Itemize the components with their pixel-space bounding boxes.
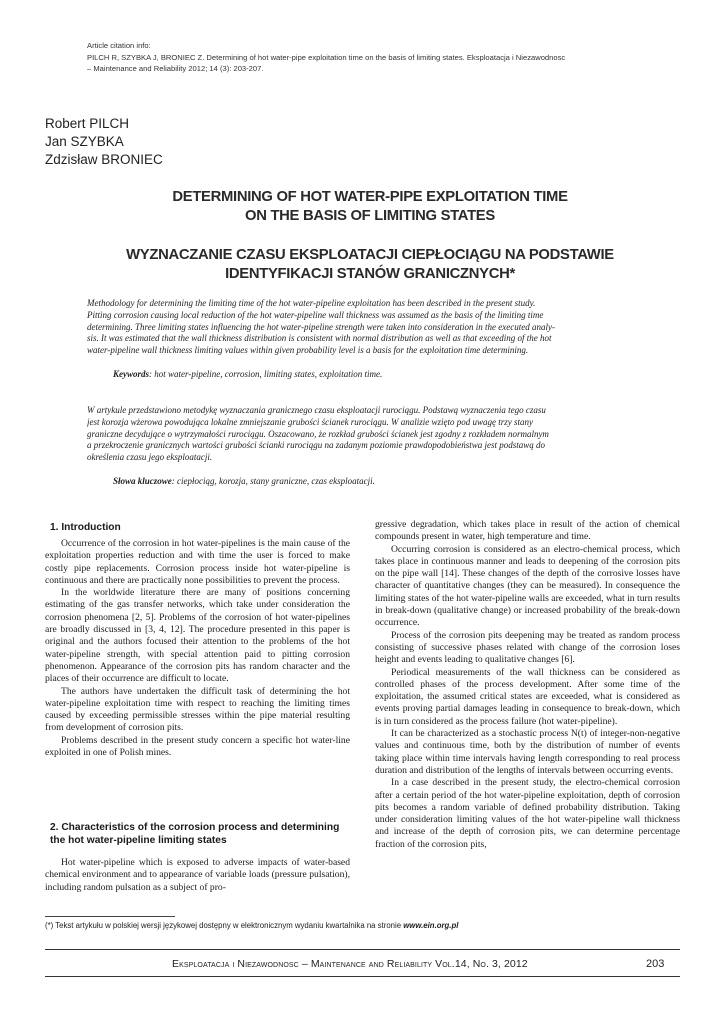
- citation-line: PILCH R, SZYBKA J, BRONIEC Z. Determining of hot water-pipe exploitation time on the basis of limiting states. Eksploatacja i Niezawodnosc: [87, 52, 566, 62]
- footnote-text: (*) Tekst artykułu w polskiej wersji językowej dostępny w elektronicznym wydaniu kwartalnika na stronie: [45, 921, 404, 930]
- paragraph: The authors have undertaken the difficult task of determining the hot water-pipeline exploitation time with respect to reaching the limiting times caused by exceeding permissible stresses within the pipe material resulting from development of corrosion pits.: [45, 685, 350, 734]
- title-line: IDENTYFIKACJI STANÓW GRANICZNYCH*: [225, 266, 515, 282]
- title-line: ON THE BASIS OF LIMITING STATES: [245, 208, 495, 224]
- abstract-english: [87, 298, 680, 357]
- footnote-link[interactable]: www.ein.org.pl: [403, 921, 459, 930]
- paper-title-polish: [60, 246, 680, 284]
- author-name: Jan SZYBKA: [45, 134, 124, 149]
- paragraph: Occurring corrosion is considered as an electro-chemical process, which takes place in continuous manner and leads to deepening of the corrosion pits on the pipe wall [14]. These changes of the depth of the corrosive losses have character of quantitative changes (they can be measured). In consequence the limiting states of the hot water-pipeline walls are exceeded, what in turn results in break-down (qualitative change) or increased probability of the break-down occurrence.: [375, 543, 680, 629]
- paragraph: Process of the corrosion pits deepening may be treated as random process consisting of successive phases related with change of the corrosion loses height and events leading to qualitative changes [6].: [375, 629, 680, 666]
- paragraph-continuation: gressive degradation, which takes place in result of the action of chemical compounds present in water, high temperature and time.: [375, 519, 680, 543]
- paragraph: Hot water-pipeline which is exposed to adverse impacts of water-based chemical environment and to appearance of variable loads (pressure pulsation), including random pulsation as a subject of pro-: [45, 857, 350, 893]
- citation-heading: Article citation info:: [87, 41, 151, 50]
- keywords-label: Słowa kluczowe: [113, 476, 172, 486]
- abstract-line: graniczne decydujące o wytrzymałości rurociągu. Oszacowano, że rozkład grubości ścianek jest zgodny z rozkładem normalnym: [87, 428, 549, 439]
- citation-info: [87, 40, 647, 75]
- abstract-polish: [87, 405, 680, 464]
- abstract-line: Pitting corrosion causing local reduction of the hot water-pipeline wall thickness was assumed as the basis of the limiting time: [87, 309, 544, 320]
- author-name: Zdzisław BRONIEC: [45, 152, 163, 167]
- body-column-left: [45, 538, 350, 759]
- journal-footer: Eksploatacja i Niezawodnosc – Maintenance and Reliability Vol.14, No. 3, 2012: [172, 958, 528, 970]
- paragraph: Occurrence of the corrosion in hot water-pipelines is the main cause of the exploitation properties reduction and with time the user is forced to make costly pipe replacements. Corrosion process inside hot water-pipeline is continuous and there are practically none possibilities to prevent the process.: [45, 538, 350, 586]
- page-number: 203: [646, 958, 665, 970]
- title-line: DETERMINING OF HOT WATER-PIPE EXPLOITATION TIME: [172, 189, 568, 205]
- author-name: Robert PILCH: [45, 116, 130, 131]
- footer-divider: [45, 949, 680, 950]
- section-heading-characteristics: 2. Characteristics of the corrosion process and determining the hot water-pipeline limiting states: [50, 822, 340, 846]
- title-line: WYZNACZANIE CZASU EKSPLOATACJI CIEPŁOCIĄGU NA PODSTAWIE: [126, 247, 614, 263]
- keywords-text: : hot water-pipeline, corrosion, limiting states, exploitation time.: [149, 369, 383, 379]
- paragraph: It can be characterized as a stochastic process N(t) of integer-non-negative values and continuous time, both by the distribution of number of events taking place within time intervals having length corresponding to real process duration and distribution of the lengths of intervals between occurring events.: [375, 728, 680, 776]
- section-heading-introduction: 1. Introduction: [50, 522, 121, 533]
- body-column-right: [375, 519, 680, 851]
- paper-title-english: [60, 188, 680, 226]
- author-list: [45, 115, 163, 169]
- footer-divider: [45, 976, 680, 977]
- body-column-left-section2: [45, 857, 350, 894]
- keywords-english: [113, 369, 382, 379]
- abstract-line: jest korozja wżerowa powodująca lokalne zmniejszanie grubości ścianek rurociągu. W analizie wzięto pod uwagę trzy stany: [87, 416, 533, 427]
- footnote: [45, 921, 458, 931]
- abstract-line: sis. It was estimated that the wall thickness distribution is consistent with normal distribution as well as that exceeding of the hot: [87, 333, 552, 344]
- keywords-polish: [113, 476, 375, 486]
- abstract-line: W artykule przedstawiono metodykę wyznaczania granicznego czasu eksploatacji rurociągu. Podstawą wyznaczenia tego czasu: [87, 405, 546, 415]
- paragraph: Problems described in the present study concern a specific hot water-line exploited in one of Polish mines.: [45, 734, 350, 759]
- abstract-line: a przekroczenie granicznych wartości grubości ścianki rurociągu na zadanym poziomie prawdopodobieństwa jest podstawą do: [87, 440, 546, 451]
- citation-line: – Maintenance and Reliability 2012; 14 (3): 203-207.: [87, 64, 264, 73]
- paragraph: Periodical measurements of the wall thickness can be considered as controlled phases of the process development. After some time of the exploitation, the assumed critical states are exceeded, what is considered as events proving partial damages leading in consequence to break-down, which is in turn considered as the process failure (hot water-pipeline).: [375, 666, 680, 727]
- abstract-line: determining. Three limiting states influencing the hot water-pipeline strength were taken into consideration in the executed analy-: [87, 321, 555, 332]
- keywords-label: Keywords: [113, 369, 149, 379]
- abstract-line: water-pipeline wall thickness limiting values within given probability level is a basis for the exploitation time determining.: [87, 345, 529, 356]
- paragraph: In the worldwide literature there are many of positions concerning estimating of the gas transfer networks, which take under consideration the corrosion phenomena [2, 5]. Problems of the corrosion of hot water-pipelines are broadly discussed in [3, 4, 12]. The procedure presented in this paper is original and the authors focused their attention to the problems of the hot water-pipeline strength, with special attention paid to pitting corrosion phenomenon. Appearance of the corrosion pits has random character and the places of their occurrence are difficult to locate.: [45, 587, 350, 685]
- abstract-line: określenia czasu jego eksploatacji.: [87, 452, 213, 463]
- abstract-line: Methodology for determining the limiting time of the hot water-pipeline exploitation has been described in the present study.: [87, 298, 536, 308]
- footnote-divider: [45, 916, 175, 917]
- keywords-text: : ciepłociąg, korozja, stany graniczne, czas eksploatacji.: [171, 476, 375, 486]
- paragraph: In a case described in the present study, the electro-chemical corrosion after a certain period of the hot water-pipeline exploitation, depth of corrosion pits becomes a random variable of defined probability distribution. Taking under consideration limiting values of the hot water-pipeline wall thickness and increase of the depth of corrosion pits, we can determine percentage fraction of the corrosion pits,: [375, 777, 680, 850]
